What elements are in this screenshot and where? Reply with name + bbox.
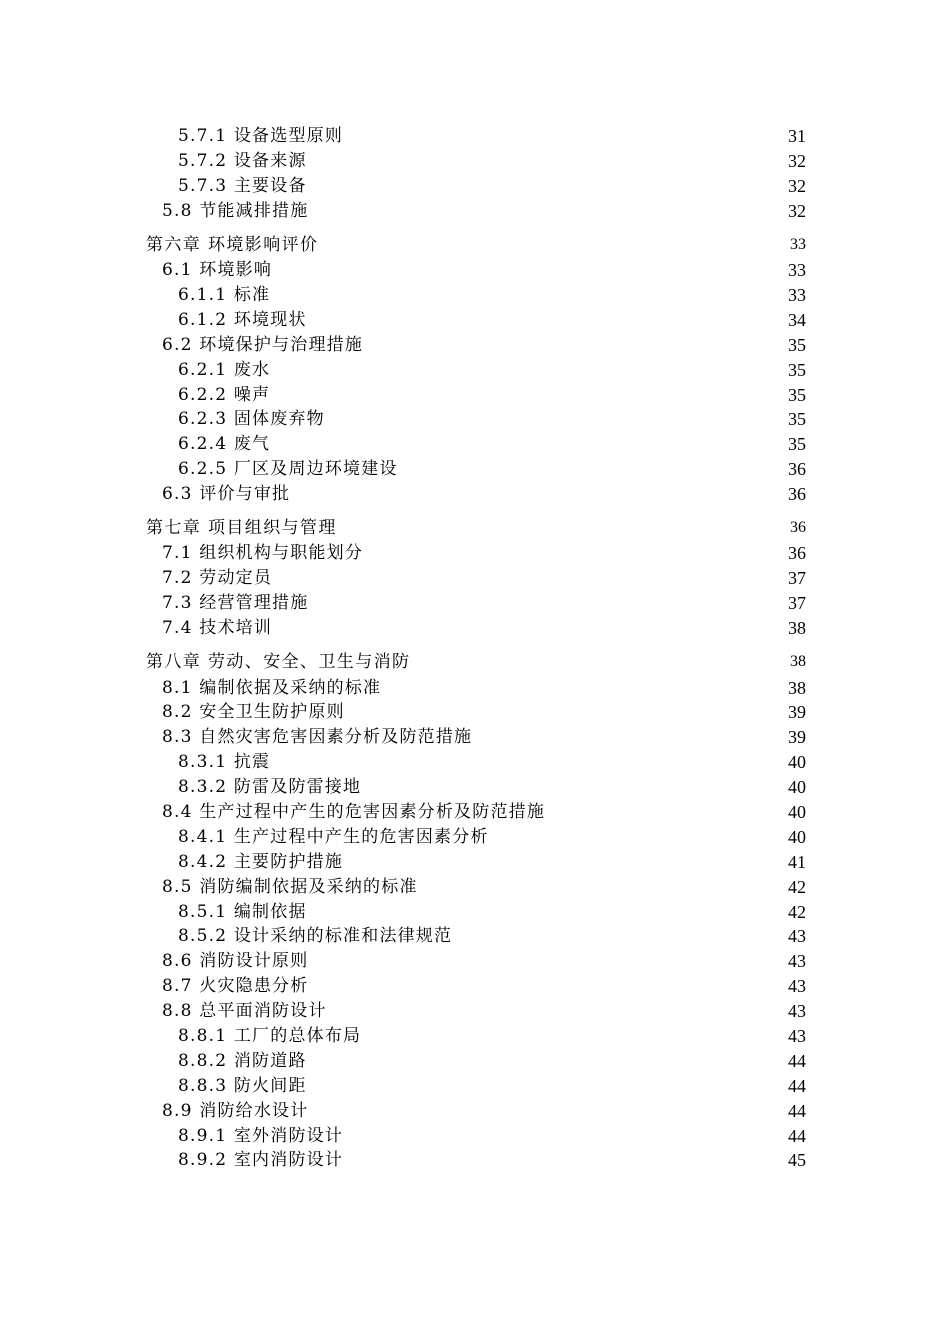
toc-page-number: 36 — [790, 518, 806, 536]
toc-entry[interactable] — [146, 333, 806, 358]
toc-page-number: 35 — [788, 384, 806, 405]
toc-entry-title: 8.4.1 生产过程中产生的危害因素分析 — [178, 826, 489, 847]
toc-entry-title: 6.3 评价与审批 — [162, 484, 291, 505]
toc-entry-title: 8.3 自然灾害危害因素分析及防范措施 — [162, 727, 473, 748]
toc-entry[interactable] — [146, 875, 806, 900]
toc-page-number: 43 — [788, 1026, 806, 1046]
toc-entry[interactable] — [146, 124, 806, 149]
toc-entry[interactable] — [146, 800, 806, 825]
toc-page-number: 42 — [788, 901, 806, 922]
toc-entry[interactable] — [146, 457, 806, 482]
toc-entry-title: 6.1 环境影响 — [162, 260, 273, 281]
toc-entry[interactable] — [146, 432, 806, 457]
toc-entry-title: 8.8.2 消防道路 — [178, 1050, 307, 1071]
toc-page-number: 35 — [788, 409, 806, 430]
toc-entry[interactable] — [146, 566, 806, 591]
toc-entry[interactable] — [146, 825, 806, 850]
toc-page-number: 40 — [788, 801, 806, 822]
toc-entry-title: 6.1.1 标准 — [178, 284, 271, 305]
toc-entry-title: 第七章 项目组织与管理 — [146, 517, 337, 538]
toc-page-number: 43 — [788, 951, 806, 972]
toc-entry-title: 8.4.2 主要防护措施 — [178, 851, 344, 872]
toc-entry[interactable] — [146, 383, 806, 408]
toc-chapter-entry[interactable] — [146, 507, 806, 542]
toc-page-number: 36 — [788, 484, 806, 505]
toc-entry-title: 第八章 劳动、安全、卫生与消防 — [146, 652, 411, 673]
toc-entry-title: 6.2.1 废水 — [178, 359, 271, 380]
toc-entry[interactable] — [146, 407, 806, 432]
toc-entry-title: 第六章 环境影响评价 — [146, 234, 319, 255]
toc-entry[interactable] — [146, 750, 806, 775]
toc-entry-title: 5.8 节能减排措施 — [162, 200, 309, 221]
toc-entry-title: 6.2.3 固体废弃物 — [178, 409, 325, 430]
toc-page-number: 44 — [788, 1100, 806, 1121]
toc-entry[interactable] — [146, 358, 806, 383]
toc-page-number: 38 — [788, 618, 806, 639]
toc-page-number: 40 — [788, 752, 806, 773]
toc-page-number: 35 — [788, 359, 806, 380]
toc-page-number: 37 — [788, 593, 806, 614]
toc-entry[interactable] — [146, 482, 806, 507]
toc-entry-title: 5.7.1 设备选型原则 — [178, 126, 344, 146]
toc-page-number: 40 — [788, 826, 806, 847]
toc-entry-title: 8.8 总平面消防设计 — [162, 1001, 327, 1022]
toc-page-number: 42 — [788, 876, 806, 897]
toc-entry[interactable] — [146, 591, 806, 616]
toc-entry[interactable] — [146, 1074, 806, 1099]
toc-entry[interactable] — [146, 149, 806, 174]
toc-entry[interactable] — [146, 924, 806, 949]
toc-page-number: 43 — [788, 926, 806, 947]
toc-entry[interactable] — [146, 676, 806, 701]
toc-page-number: 39 — [788, 702, 806, 723]
toc-entry-title: 8.1 编制依据及采纳的标准 — [162, 677, 382, 698]
toc-entry-title: 8.8.3 防火间距 — [178, 1075, 307, 1096]
toc-page-number: 40 — [788, 777, 806, 798]
toc-entry[interactable] — [146, 1024, 806, 1049]
toc-page-number: 33 — [788, 260, 806, 281]
toc-page-number: 32 — [788, 175, 806, 196]
toc-entry-title: 8.5 消防编制依据及采纳的标准 — [162, 876, 418, 897]
toc-entry-title: 8.5.1 编制依据 — [178, 901, 307, 922]
toc-page-number: 35 — [788, 334, 806, 355]
toc-entry-title: 6.1.2 环境现状 — [178, 309, 307, 330]
toc-entry-title: 7.3 经营管理措施 — [162, 593, 309, 614]
toc-entry-title: 7.4 技术培训 — [162, 618, 273, 639]
toc-page-number: 39 — [788, 727, 806, 748]
toc-page-number: 44 — [788, 1050, 806, 1071]
toc-entry-title: 5.7.2 设备来源 — [178, 150, 307, 171]
toc-entry-title: 6.2.5 厂区及周边环境建设 — [178, 459, 398, 480]
toc-entry-title: 8.3.1 抗震 — [178, 752, 271, 773]
toc-page-number: 32 — [788, 200, 806, 221]
toc-entry[interactable] — [146, 949, 806, 974]
toc-entry[interactable] — [146, 308, 806, 333]
toc-page-number: 45 — [788, 1150, 806, 1171]
toc-page-number: 44 — [788, 1125, 806, 1146]
toc-page-number: 43 — [788, 976, 806, 997]
toc-entry-title: 7.1 组织机构与职能划分 — [162, 543, 364, 564]
toc-entry[interactable] — [146, 199, 806, 224]
toc-page-number: 31 — [788, 126, 806, 146]
toc-entry[interactable] — [146, 1099, 806, 1124]
toc-entry-title: 8.3.2 防雷及防雷接地 — [178, 777, 362, 798]
toc-entry-title: 6.2.2 噪声 — [178, 384, 271, 405]
toc-chapter-entry[interactable] — [146, 224, 806, 259]
toc-entry[interactable] — [146, 541, 806, 566]
toc-page-number: 35 — [788, 434, 806, 455]
toc-entry[interactable] — [146, 174, 806, 199]
toc-page-number: 32 — [788, 150, 806, 171]
toc-entry-title: 8.5.2 设计采纳的标准和法律规范 — [178, 926, 453, 947]
toc-page-number: 33 — [790, 235, 806, 253]
toc-entry[interactable] — [146, 616, 806, 641]
toc-page-number: 43 — [788, 1001, 806, 1022]
toc-entry-title: 8.9.1 室外消防设计 — [178, 1125, 344, 1146]
toc-entry[interactable] — [146, 283, 806, 308]
toc-entry-title: 6.2 环境保护与治理措施 — [162, 334, 364, 355]
toc-chapter-entry[interactable] — [146, 641, 806, 676]
toc-entry[interactable] — [146, 850, 806, 875]
toc-entry[interactable] — [146, 1148, 806, 1173]
toc-entry[interactable] — [146, 1124, 806, 1149]
toc-entry[interactable] — [146, 700, 806, 725]
toc-entry-title: 8.7 火灾隐患分析 — [162, 976, 309, 997]
toc-entry-title: 8.9 消防给水设计 — [162, 1100, 309, 1121]
table-of-contents — [146, 124, 806, 1173]
toc-page-number: 38 — [788, 677, 806, 698]
toc-entry-title: 8.8.1 工厂的总体布局 — [178, 1026, 362, 1046]
toc-page-number: 44 — [788, 1075, 806, 1096]
toc-page-number: 33 — [788, 284, 806, 305]
toc-entry[interactable] — [146, 725, 806, 750]
toc-page-number: 34 — [788, 309, 806, 330]
toc-entry[interactable] — [146, 999, 806, 1024]
toc-entry[interactable] — [146, 1049, 806, 1074]
toc-entry-title: 8.4 生产过程中产生的危害因素分析及防范措施 — [162, 801, 546, 822]
toc-entry-title: 8.9.2 室内消防设计 — [178, 1150, 344, 1171]
toc-page-number: 36 — [788, 543, 806, 564]
toc-entry[interactable] — [146, 775, 806, 800]
toc-page-number: 41 — [788, 851, 806, 872]
toc-page-number: 37 — [788, 568, 806, 589]
toc-entry-title: 8.6 消防设计原则 — [162, 951, 309, 972]
toc-entry-title: 5.7.3 主要设备 — [178, 175, 307, 196]
toc-entry[interactable] — [146, 258, 806, 283]
toc-entry-title: 6.2.4 废气 — [178, 434, 271, 455]
toc-entry-title: 7.2 劳动定员 — [162, 568, 273, 589]
toc-entry[interactable] — [146, 900, 806, 925]
toc-entry[interactable] — [146, 974, 806, 999]
toc-entry-title: 8.2 安全卫生防护原则 — [162, 702, 345, 723]
toc-page-number: 38 — [790, 653, 806, 671]
toc-page-number: 36 — [788, 459, 806, 480]
